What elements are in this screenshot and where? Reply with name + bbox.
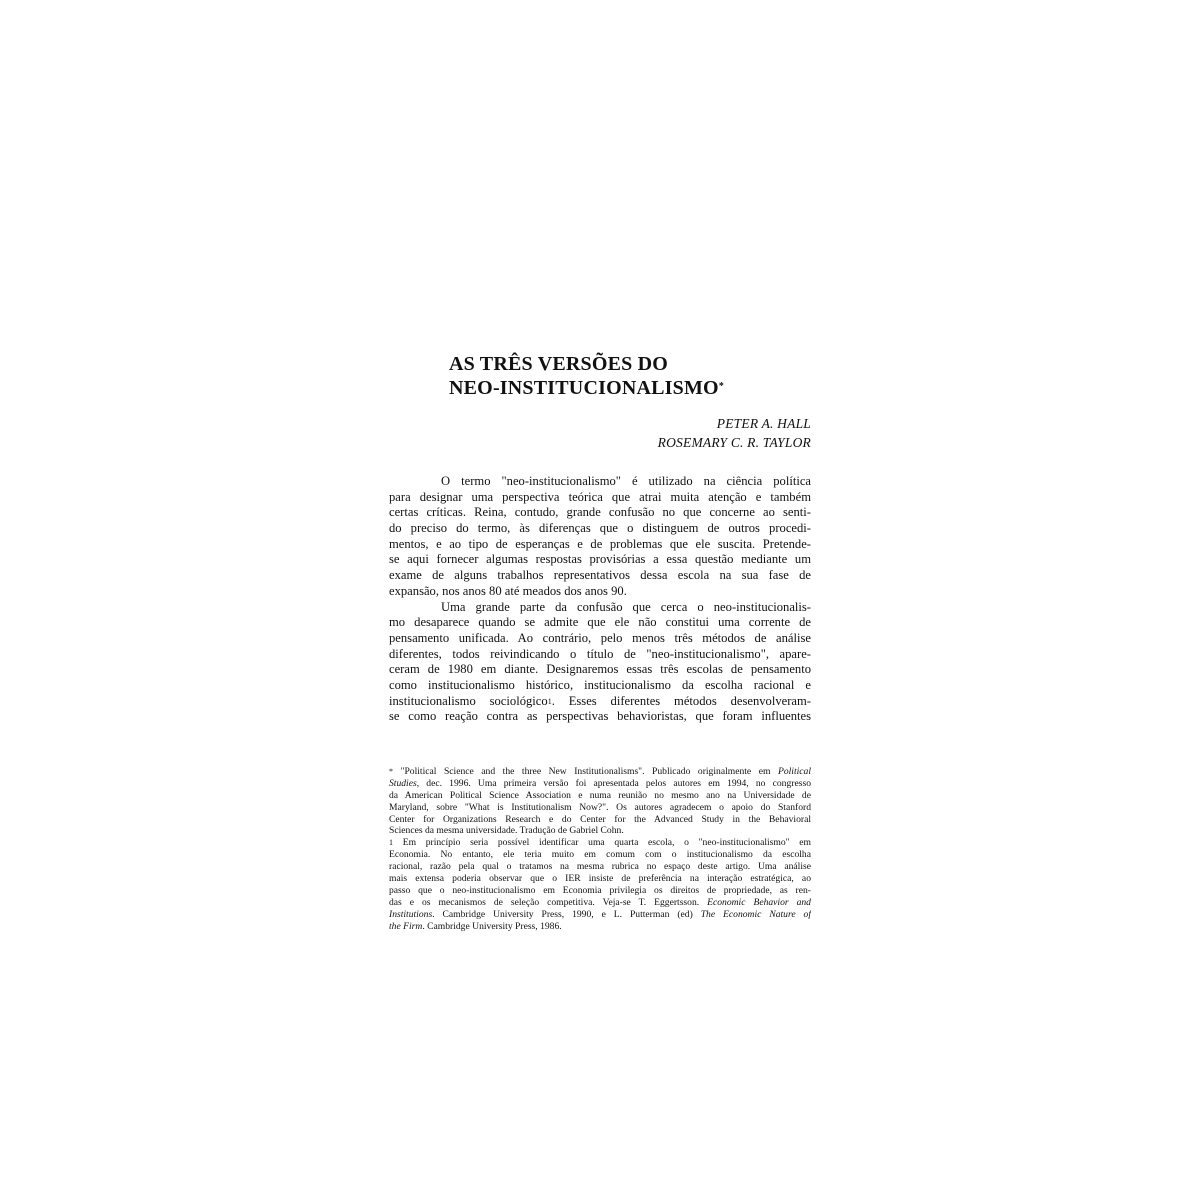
- author-2: ROSEMARY C. R. TAYLOR: [657, 435, 811, 450]
- footnotes: [389, 766, 811, 932]
- footnote-italic: Economic Behavior and: [707, 896, 811, 908]
- footnote-text: , dec. 1996. Uma primeira versão foi apresentada pelos autores em 1994, no congresso: [416, 777, 811, 789]
- footnote-italic: the Firm: [389, 920, 423, 932]
- body-line: diferentes, todos reivindicando o título de "neo-institucionalismo", apare-: [389, 646, 811, 661]
- footnote-text: das e os mecanismos de seleção competitiva. Veja-se T. Eggertsson.: [389, 896, 700, 908]
- footnote-1-marker: 1: [547, 696, 552, 706]
- authors-block: [560, 414, 811, 452]
- body-line: mo desaparece quando se admite que ele não constitui uma corrente de: [389, 615, 811, 630]
- footnote-italic: Studies: [389, 777, 417, 789]
- body-line: mentos, e ao tipo de esperanças e de problemas que ele suscita. Pretende-: [389, 536, 811, 551]
- body-line: Uma grande parte da confusão que cerca o neo-institucionalis-: [441, 599, 811, 614]
- footnote-star-marker: *: [389, 767, 393, 776]
- author-1: PETER A. HALL: [716, 416, 811, 431]
- footnote-line: Center for Organizations Research e do Center for the Advanced Study in the Behavioral: [389, 813, 811, 825]
- body-line: expansão, nos anos 80 até meados dos anos 90.: [389, 583, 627, 598]
- body-line: certas críticas. Reina, contudo, grande confusão no que concerne ao senti-: [389, 505, 811, 520]
- footnote-line: passo que o neo-institucionalismo em Economia privilegia os direitos de propriedade, as ren-: [389, 884, 811, 896]
- footnote-line: Sciences da mesma universidade. Tradução de Gabriel Cohn.: [389, 825, 624, 837]
- body-text: [389, 474, 811, 725]
- footnote-line: [389, 837, 811, 849]
- footnote-text: "Political Science and the three New Institutionalisms". Publicado originalmente em: [400, 766, 771, 777]
- body-line: ceram de 1980 em diante. Designaremos essas três escolas de pensamento: [389, 662, 811, 677]
- body-line: exame de alguns trabalhos representativos dessa escola na sua fase de: [389, 568, 811, 583]
- body-line: se como reação contra as perspectivas behavioristas, que foram influentes: [389, 709, 811, 724]
- title-footnote-marker: *: [718, 381, 725, 392]
- body-line: do preciso do termo, às diferenças que o distinguem de outros procedi-: [389, 521, 811, 536]
- footnote-line: Economia. No entanto, ele teria muito em comum com o institucionalismo da escolha: [389, 849, 811, 861]
- body-line: para designar uma perspectiva teórica que atrai muita atenção e também: [389, 489, 811, 504]
- footnote-1-marker: 1: [389, 838, 393, 848]
- footnote-line: [389, 778, 811, 790]
- body-line: como institucionalismo histórico, institucionalismo da escolha racional e: [389, 677, 811, 692]
- body-line: se aqui fornecer algumas respostas provisórias a essa questão mediante um: [389, 552, 811, 567]
- body-line: [389, 694, 811, 710]
- footnote-line: [389, 909, 811, 921]
- footnote-line: Maryland, sobre "What is Institutionalism Now?". Os autores agradecem o apoio do Stanford: [389, 801, 811, 813]
- title-line-2-text: NEO-INSTITUCIONALISMO: [449, 377, 719, 399]
- footnote-line: [389, 897, 811, 909]
- footnote-text: . Cambridge University Press, 1986.: [422, 920, 562, 932]
- body-line-text: . Esses diferentes métodos desenvolveram-: [551, 693, 811, 708]
- footnote-text: Em princípio seria possível identificar uma quarta escola, o "neo-institucionalismo" em: [402, 837, 811, 849]
- footnote-line: racional, razão pela qual o tratamos na mesma rubrica no espaço deste artigo. Uma análise: [389, 861, 811, 873]
- body-line: O termo "neo-institucionalismo" é utilizado na ciência política: [441, 474, 811, 488]
- title-line-2: [449, 376, 829, 400]
- footnote-line: da American Political Science Association e numa reunião no mesmo ano na Universidade de: [389, 789, 811, 801]
- footnote-italic: The Economic Nature of: [700, 908, 811, 920]
- footnote-italic: Institutions: [389, 908, 433, 920]
- footnote-italic: Political: [777, 766, 811, 777]
- title-line-1: AS TRÊS VERSÕES DO: [449, 353, 669, 375]
- footnote-line: [389, 766, 811, 778]
- footnote-text: . Cambridge University Press, 1990, e L. Putterman (ed): [432, 908, 693, 920]
- article-title: [449, 352, 829, 400]
- body-line: pensamento unificada. Ao contrário, pelo menos três métodos de análise: [389, 630, 811, 645]
- footnote-line: [389, 921, 811, 933]
- body-line-text: institucionalismo sociológico: [389, 693, 548, 708]
- footnote-line: mais extensa poderia observar que o IER insiste de preferência na interação estratégica, ao: [389, 873, 811, 885]
